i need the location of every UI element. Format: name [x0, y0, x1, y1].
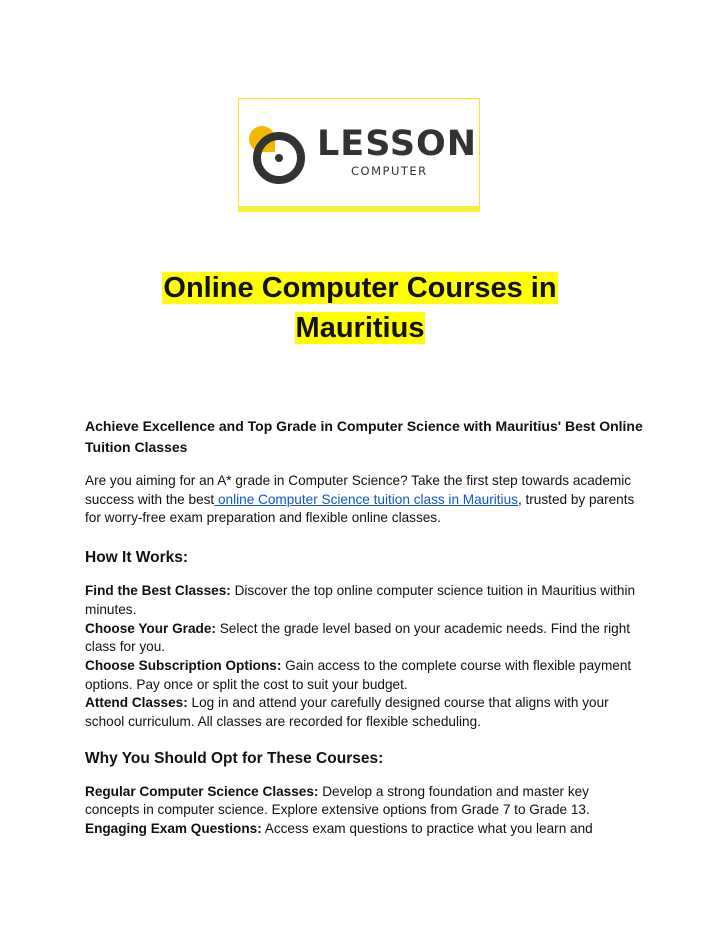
item-label: Choose Subscription Options:	[85, 657, 282, 673]
list-item	[85, 820, 645, 839]
why-opt-heading: Why You Should Opt for These Courses:	[85, 749, 384, 767]
tuition-class-link[interactable]: online Computer Science tuition class in Mauritius	[214, 491, 518, 507]
how-it-works-list	[85, 582, 645, 732]
how-it-works-heading: How It Works:	[85, 549, 189, 567]
list-item	[85, 694, 645, 731]
item-label: Find the Best Classes:	[85, 583, 231, 599]
logo-wordmark: LESSON	[317, 124, 478, 164]
intro-paragraph	[85, 472, 645, 528]
title-line-1: Online Computer Courses in	[163, 272, 557, 304]
item-text: Access exam questions to practice what you learn and	[261, 821, 593, 837]
item-label: Engaging Exam Questions:	[85, 821, 262, 837]
list-item	[85, 582, 645, 619]
subheading: Achieve Excellence and Top Grade in Computer Science with Mauritius' Best Online Tuition Classes	[85, 418, 643, 455]
main-content	[85, 416, 645, 839]
item-label: Attend Classes:	[85, 695, 188, 711]
item-label: Regular Computer Science Classes:	[85, 783, 319, 799]
list-item	[85, 657, 645, 694]
list-item	[85, 783, 645, 820]
logo-box	[238, 98, 480, 212]
list-item	[85, 620, 645, 657]
item-text: Log in and attend your carefully designed course that aligns with your school curriculum. All classes are recorded for flexible scheduling.	[85, 695, 609, 730]
lesson-logo-icon	[239, 99, 319, 209]
item-text: Select the grade level based on your academic needs. Find the right class for you.	[85, 620, 631, 655]
item-text: Gain access to the complete course with flexible payment options. Pay once or split the cost to suit your budget.	[85, 657, 632, 692]
item-label: Choose Your Grade:	[85, 620, 216, 636]
intro-text-before: Are you aiming for an A* grade in Computer Science? Take the first step towards academic success with the best	[85, 473, 632, 507]
why-opt-list	[85, 783, 645, 839]
item-text: Discover the top online computer science tuition in Mauritius within minutes.	[85, 583, 636, 617]
intro-text-after: , trusted by parents for worry-free exam preparation and flexible online classes.	[85, 491, 635, 526]
item-text: Develop a strong foundation and master key concepts in computer science. Explore extensive options from Grade 7 to Grade 13.	[85, 783, 590, 818]
logo-subtitle: COMPUTER	[351, 164, 428, 178]
page-title	[0, 268, 720, 348]
title-line-2: Mauritius	[295, 312, 425, 344]
